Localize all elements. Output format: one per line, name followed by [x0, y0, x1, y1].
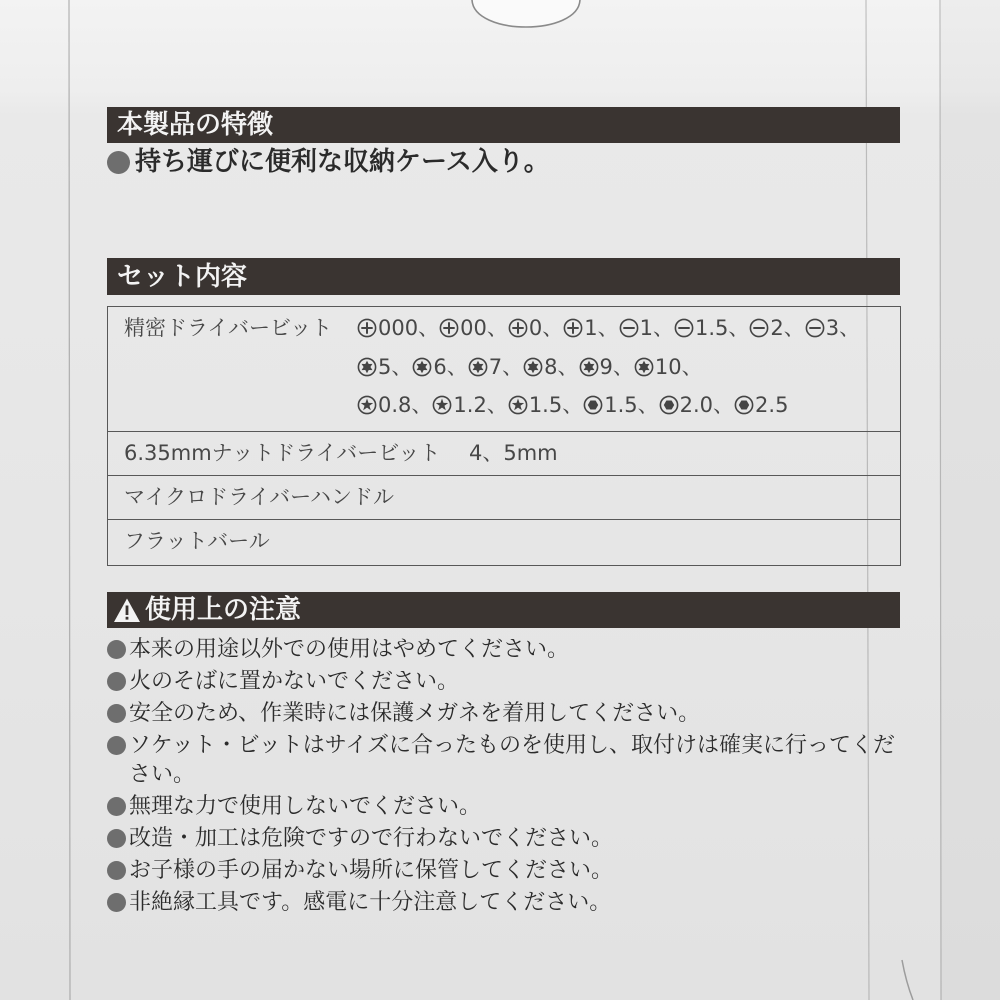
bullet-icon: [107, 861, 126, 880]
caution-text: 無理な力で使用しないでください。: [129, 794, 482, 819]
slotted-icon: [805, 318, 825, 338]
bullet-icon: [107, 640, 126, 659]
hex-icon: [734, 395, 754, 415]
bit-size-label: 1、: [639, 316, 674, 341]
feature-list: [107, 145, 550, 179]
bullet-icon: [107, 797, 126, 816]
hex-icon: [659, 395, 679, 415]
caution-item: [107, 856, 904, 885]
caution-item: [107, 792, 904, 821]
caution-text: 本来の用途以外での使用はやめてください。: [129, 637, 570, 662]
bit-size-label: 2、: [770, 316, 805, 341]
table-row-precision-bits: [108, 307, 900, 431]
bit-size-item: [439, 309, 508, 347]
section-title-cautions: 使用上の注意: [145, 595, 302, 625]
caution-item: [107, 667, 904, 696]
bit-size-line: [357, 309, 860, 348]
bit-size-label: 0.8、: [378, 393, 433, 418]
bit-size-label: 1.5、: [694, 316, 750, 341]
slotted-icon: [749, 318, 769, 338]
right-margin-shade: [941, 0, 1000, 1000]
caution-item: [107, 824, 904, 853]
left-edge-line: [69, 0, 70, 1000]
phillips-icon: [439, 318, 459, 338]
bit-size-label: 000、: [378, 316, 440, 341]
torx-icon: [579, 357, 599, 377]
bit-size-item: [563, 309, 618, 347]
torx-icon: [468, 357, 488, 377]
bit-size-item: [508, 309, 563, 347]
slotted-icon: [619, 318, 639, 338]
star-bit-icon: [357, 395, 377, 415]
bit-size-item: [734, 386, 788, 424]
section-title-features: 本製品の特徴: [117, 110, 274, 140]
bit-size-item: [583, 386, 658, 424]
bit-size-label: 9、: [599, 354, 634, 379]
torx-icon: [523, 357, 543, 377]
table-row-nut-driver-bits: [108, 431, 900, 475]
bit-size-label: 1.2、: [453, 393, 508, 418]
bullet-icon: [107, 151, 130, 174]
bit-size-label: 00、: [460, 316, 508, 341]
bit-size-label: 10、: [654, 354, 703, 379]
phillips-icon: [563, 318, 583, 338]
table-row-handle: [108, 475, 900, 519]
bit-size-label: 6、: [433, 354, 468, 379]
bit-size-label: 5、: [378, 354, 413, 379]
bullet-icon: [107, 736, 126, 755]
bullet-icon: [107, 893, 126, 912]
bit-size-item: [357, 348, 412, 386]
bullet-icon: [107, 672, 126, 691]
caution-list: [107, 635, 904, 917]
section-header-features: [107, 107, 900, 143]
torx-icon: [634, 357, 654, 377]
hex-icon: [583, 395, 603, 415]
star-bit-icon: [432, 395, 452, 415]
table-row-flat-bar: [108, 519, 900, 565]
caution-text: 安全のため、作業時には保護メガネを着用してください。: [129, 701, 701, 726]
phillips-icon: [357, 318, 377, 338]
caution-text: 非絶縁工具です。感電に十分注意してください。: [129, 890, 612, 915]
bit-size-list: [357, 309, 860, 425]
feature-text: 持ち運びに便利な収納ケース入り。: [135, 147, 550, 177]
bit-size-item: [523, 348, 578, 386]
bit-size-item: [357, 309, 439, 347]
caution-item: [107, 699, 904, 728]
caution-text: ソケット・ビットはサイズに合ったものを使用し、取付けは確実に行ってください。: [129, 733, 896, 787]
bit-size-label: 2.0、: [679, 393, 735, 418]
bit-size-item: [619, 309, 674, 347]
bit-size-label: 1.5、: [528, 393, 584, 418]
item-sizes: 4、5mm: [469, 441, 558, 465]
torx-icon: [357, 357, 377, 377]
bullet-icon: [107, 829, 126, 848]
bullet-icon: [107, 704, 126, 723]
section-title-set-contents: セット内容: [117, 261, 248, 292]
slotted-icon: [674, 318, 694, 338]
item-name: 精密ドライバービット: [124, 316, 333, 340]
bit-size-item: [412, 348, 467, 386]
caution-text: お子様の手の届かない場所に保管してください。: [129, 858, 614, 883]
bit-size-item: [805, 309, 860, 347]
set-contents-table: [107, 306, 901, 566]
bit-size-item: [579, 348, 634, 386]
bit-size-label: 3、: [825, 316, 861, 341]
caution-item: [107, 888, 904, 917]
section-header-set-contents: [107, 258, 900, 295]
phillips-icon: [508, 318, 528, 338]
section-header-cautions: [107, 592, 900, 628]
bit-size-label: 8、: [544, 354, 579, 379]
caution-item: [107, 731, 904, 789]
caution-text: 改造・加工は危険ですので行わないでください。: [129, 826, 614, 851]
bit-size-item: [432, 386, 507, 424]
hang-hole: [472, 0, 580, 27]
bit-size-item: [468, 348, 523, 386]
bit-size-item: [634, 348, 703, 386]
bit-size-label: 7、: [488, 354, 524, 379]
bit-size-label: 1.5、: [604, 393, 659, 418]
bit-size-label: 2.5: [755, 393, 789, 418]
torx-icon: [412, 357, 432, 377]
corner-crease-line: [902, 960, 913, 1000]
feature-item: [107, 145, 550, 179]
bit-size-label: 0、: [528, 316, 564, 341]
bit-size-item: [508, 386, 583, 424]
star-bit-icon: [508, 395, 528, 415]
bit-size-line: [357, 348, 860, 387]
bit-size-item: [749, 309, 804, 347]
caution-text: 火のそばに置かないでください。: [129, 669, 460, 694]
outer-edge-line: [940, 0, 941, 1000]
item-name: フラットバール: [124, 529, 270, 553]
bit-size-line: [357, 386, 860, 425]
caution-item: [107, 635, 904, 664]
bit-size-item: [674, 309, 749, 347]
bit-size-item: [659, 386, 734, 424]
bit-size-item: [357, 386, 432, 424]
item-name: 6.35mmナットドライバービット: [124, 441, 441, 465]
warning-icon: [113, 597, 141, 623]
bit-size-label: 1、: [584, 316, 619, 341]
item-name: マイクロドライバーハンドル: [124, 485, 395, 509]
